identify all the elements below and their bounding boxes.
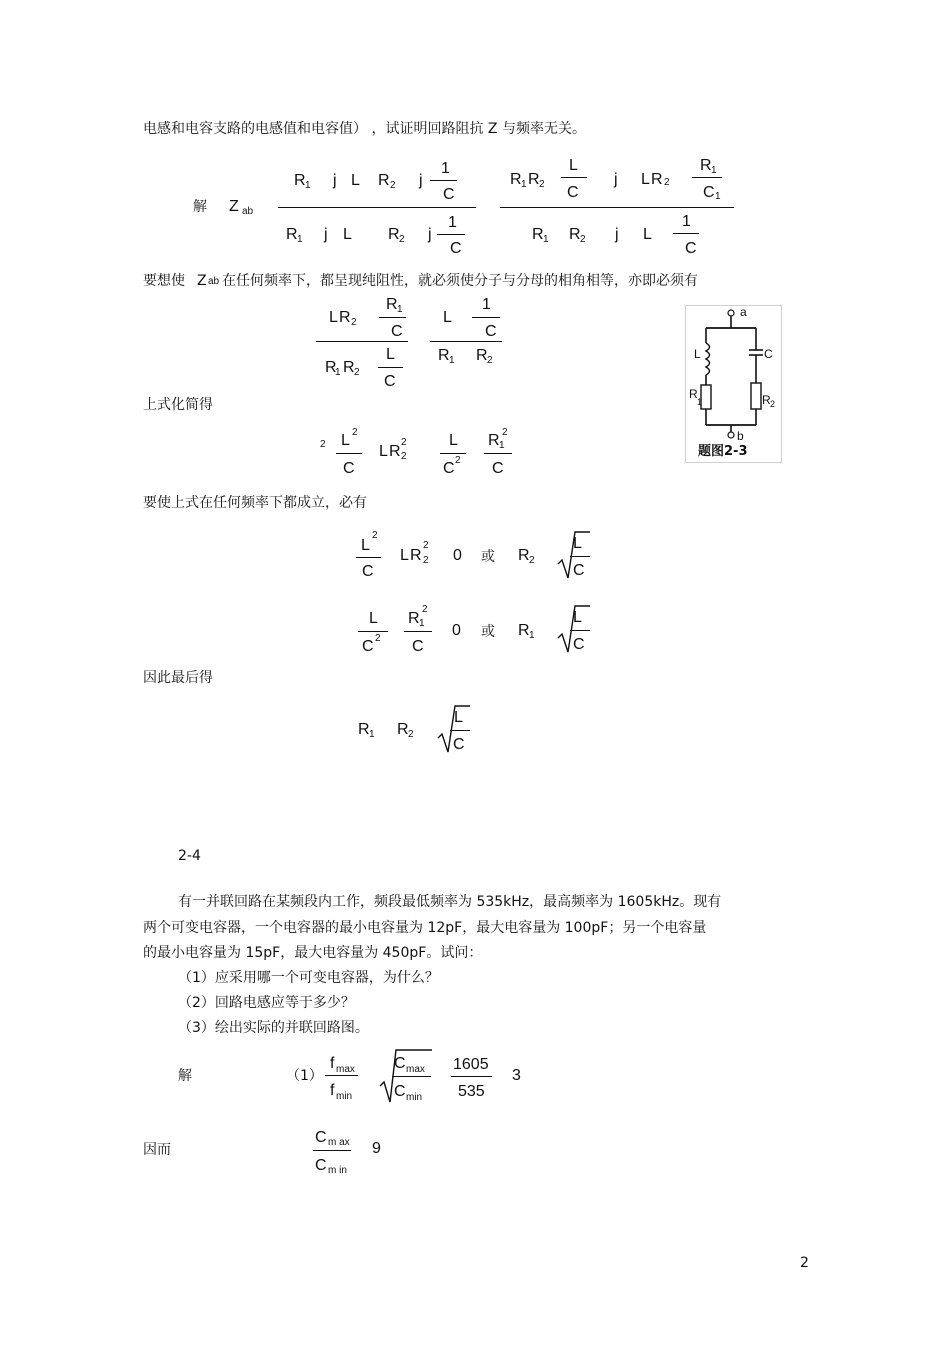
problem-line-1: 有一并联回路在某频段内工作，频段最低频率为 535kHz，最高频率为 1605kHz。现有 [178,894,722,910]
node-a-label: a [740,305,747,319]
section-number: 2-4 [178,848,201,864]
intro-text: 电感和电容支路的电感值和电容值） ，试证明回路阻抗 Z 与频率无关。 [143,121,586,137]
question-3: （3）绘出实际的并联回路图。 [178,1020,369,1036]
question-1: （1）应采用哪一个可变电容器，为什么？ [178,970,439,986]
page-number: 2 [800,1255,809,1271]
r1-label: R [689,387,698,401]
question-2: （2）回路电感应等于多少？ [178,995,355,1011]
solution-label: 解 [193,199,207,215]
circuit-diagram [685,305,782,463]
node-b-label: b [737,429,744,443]
fraction-bar [430,341,502,342]
problem-line-2: 两个可变电容器，一个电容器的最小电容量为 12pF，最大电容量为 100pF；另一个电容量 [143,920,707,936]
inductor-label: L [694,347,701,361]
figure-caption: 题图2-3 [698,444,748,459]
problem-line-3: 的最小电容量为 15pF，最大电容量为 450pF。试问： [143,945,483,961]
capacitor-label: C [764,347,773,361]
fraction-bar [500,207,734,208]
r2-label: R [762,393,771,407]
fraction-bar [316,341,408,342]
fraction-bar [278,207,476,208]
